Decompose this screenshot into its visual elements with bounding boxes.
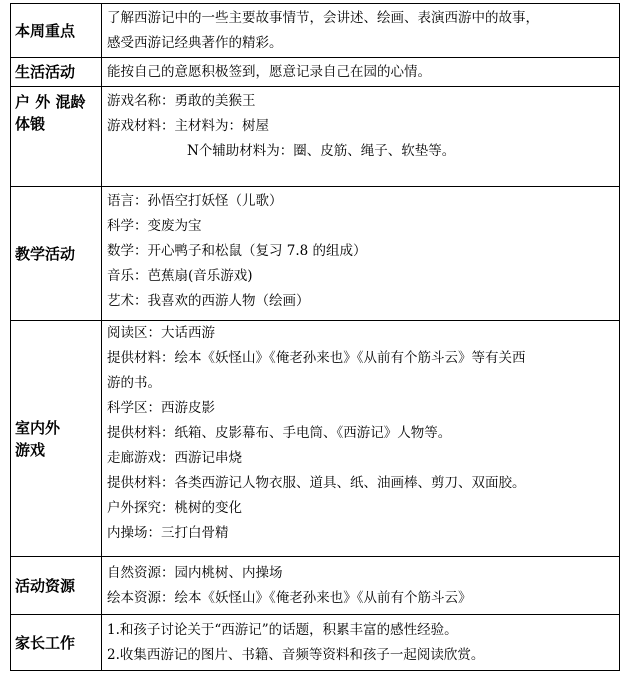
content-line: 绘本资源：绘本《妖怪山》《俺老孙来也》《从前有个筋斗云》 <box>107 589 472 606</box>
row-heading-weekly-focus <box>11 4 102 58</box>
content-line: 艺术：我喜欢的西游人物（绘画） <box>107 293 310 309</box>
row-heading-text: 活动资源 <box>15 576 76 595</box>
content-line: 音乐：芭蕉扇(音乐游戏) <box>107 268 253 284</box>
row-heading-daily-life <box>11 58 102 87</box>
content-line: N个辅助材料为：圈、皮筋、绳子、软垫等。 <box>187 143 456 159</box>
row-heading-text: 教学活动 <box>15 244 76 263</box>
row-heading-teaching <box>11 187 102 321</box>
table-row <box>11 4 620 58</box>
table-row <box>11 615 620 671</box>
row-heading-text: 本周重点 <box>15 21 76 40</box>
content-line: 提供材料：各类西游记人物衣服、道具、纸、油画棒、剪刀、双面胶。 <box>107 475 526 491</box>
content-line: 感受西游记经典著作的精彩。 <box>107 34 283 51</box>
content-line: 2.收集西游记的图片、书籍、音频等资料和孩子一起阅读欣赏。 <box>107 646 485 663</box>
row-heading-text: 游戏 <box>15 440 46 459</box>
row-heading-outdoor-exercise <box>11 87 102 187</box>
row-heading-text: 室内外 <box>15 418 61 437</box>
content-line: 内操场：三打白骨精 <box>107 525 229 541</box>
content-line: 户外探究：桃树的变化 <box>107 500 242 516</box>
row-heading-resources <box>11 557 102 615</box>
row-content-resources <box>102 557 620 615</box>
table-row <box>11 557 620 615</box>
weekly-plan-table <box>10 3 620 671</box>
content-line: 游的书。 <box>107 375 161 391</box>
content-line: 了解西游记中的一些主要故事情节，会讲述、绘画、表演西游中的故事， <box>107 9 539 26</box>
row-heading-parent-work <box>11 615 102 671</box>
content-line: 提供材料：绘本《妖怪山》《俺老孙来也》《从前有个筋斗云》等有关西 <box>107 350 526 366</box>
row-content-daily-life <box>102 58 620 87</box>
content-line: 数学：开心鸭子和松鼠（复习 7.8 的组成） <box>107 243 367 259</box>
row-content-parent-work <box>102 615 620 671</box>
row-heading-text: 体锻 <box>15 115 46 133</box>
content-line: 提供材料：纸箱、皮影幕布、手电筒、《西游记》人物等。 <box>107 425 452 441</box>
content-line: 1.和孩子讨论关于“西游记”的话题，积累丰富的感性经验。 <box>107 621 458 638</box>
content-line: 阅读区：大话西游 <box>107 325 215 341</box>
table-row <box>11 58 620 87</box>
row-heading-text: 家长工作 <box>15 633 76 652</box>
row-content-games <box>102 321 620 557</box>
row-heading-games <box>11 321 102 557</box>
content-line: 科学：变废为宝 <box>107 218 202 234</box>
row-heading-text: 户 外 混龄 <box>15 93 86 111</box>
table-row <box>11 187 620 321</box>
row-content-teaching <box>102 187 620 321</box>
row-content-outdoor-exercise <box>102 87 620 187</box>
content-line: 语言：孙悟空打妖怪（儿歌） <box>107 193 283 209</box>
content-line: 走廊游戏：西游记串烧 <box>107 450 242 466</box>
table-row <box>11 321 620 557</box>
content-line: 游戏名称：勇敢的美猴王 <box>107 93 256 109</box>
row-content-weekly-focus <box>102 4 620 58</box>
content-line: 科学区：西游皮影 <box>107 400 215 416</box>
content-line: 自然资源：园内桃树、内操场 <box>107 564 283 581</box>
row-heading-text: 生活活动 <box>15 63 76 81</box>
content-line: 能按自己的意愿积极签到，愿意记录自己在园的心情。 <box>107 63 431 80</box>
content-line: 游戏材料：主材料为：树屋 <box>107 118 269 134</box>
table-row <box>11 87 620 187</box>
